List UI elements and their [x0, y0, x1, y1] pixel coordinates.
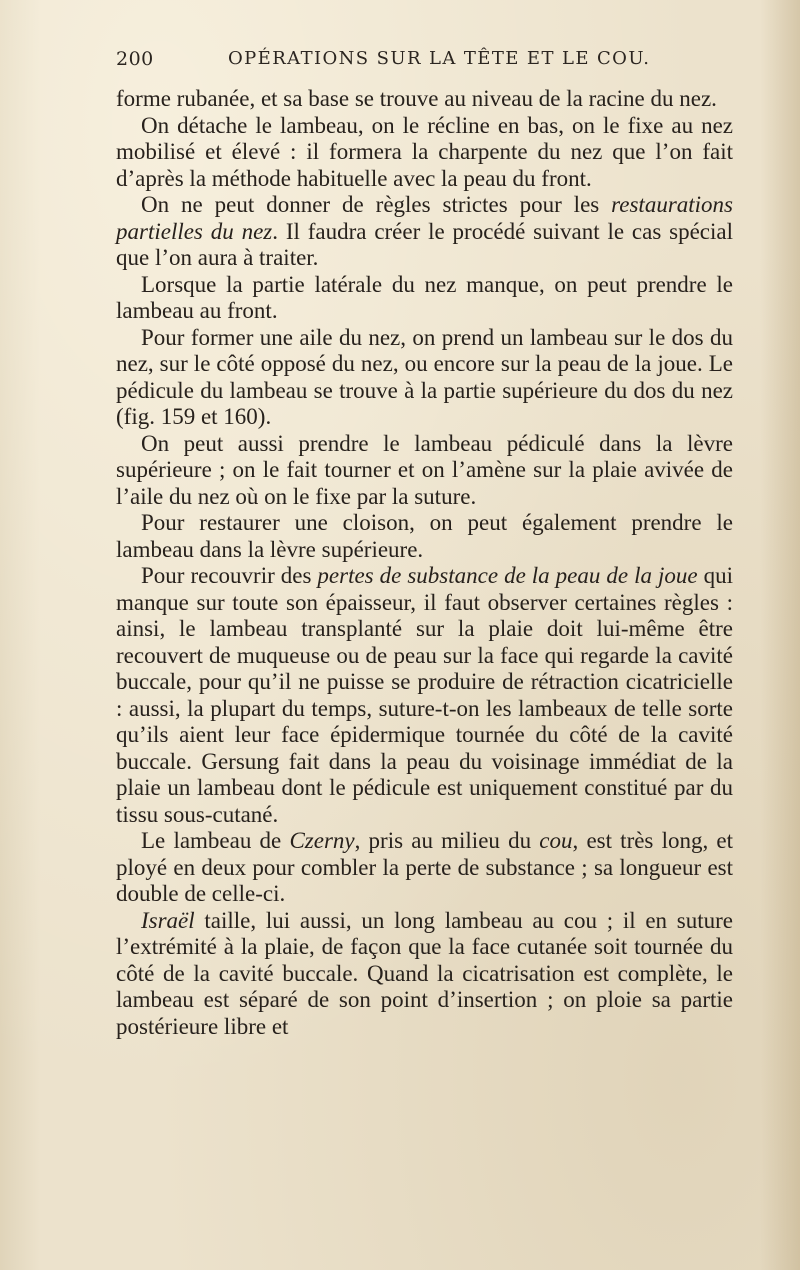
text-run: On ne peut donner de règles strictes pour les [141, 192, 612, 217]
italic-text: pertes de substance de la peau de la joue [317, 563, 698, 588]
text-run: On détache le lambeau, on le récline en bas, on le fixe au nez mobilisé et élevé : il formera la charpente du nez que l’on fait d’après la méthode habituelle avec la peau du front. [116, 112, 733, 191]
paragraph [116, 828, 733, 908]
text-run: . Il faudra créer le procédé suivant le cas spécial que l’on aura à traiter. [116, 218, 733, 270]
italic-text: Israël [141, 907, 195, 933]
text-run: Pour recouvrir des [141, 563, 318, 588]
paragraph [116, 563, 733, 828]
body-text [116, 86, 733, 1040]
paragraph [116, 431, 733, 511]
italic-text: restaurations partielles du nez [116, 192, 733, 244]
text-run: On peut aussi prendre le lambeau pédiculé dans la lèvre supérieure ; on le fait tourner et on l’amène sur la plaie avivée de l’aile du nez où on le fixe par la suture. [116, 430, 733, 509]
page-number: 200 [116, 48, 154, 70]
text-run: Pour former une aile du nez, on prend un lambeau sur le dos du nez, sur le côté opposé du nez, ou encore sur la peau de la joue. Le pédicule du lambeau se trouve à la partie supérieure du dos du nez (fig. 159 et 160). [116, 324, 733, 429]
text-run: Le lambeau de [141, 828, 290, 853]
text-run: Pour restaurer une cloison, on peut également prendre le lambeau dans la lèvre supérieure. [116, 510, 733, 562]
page-header [116, 48, 733, 76]
running-title: OPÉRATIONS SUR LA TÊTE ET LE COU. [228, 48, 651, 69]
paragraph [116, 113, 733, 193]
paragraph [116, 192, 733, 272]
text-run: qui manque sur toute son épaisseur, il faut observer certaines règles : ainsi, le lambeau transplanté sur la plaie doit lui-même être recouvert de muqueuse ou de peau sur la face qui regarde la cavité buccale, pour qu’il ne puisse se produire de rétraction cicatricielle : aussi, la plupart du temps, suture-t-on les lambeaux de telle sorte qu’ils aient leur face épidermique tournée du côté de la cavité buccale. Gersung fait dans la peau du voisinage immédiat de la plaie un lambeau dont le pédicule est uniquement constitué par du tissu sous-cutané. [116, 563, 733, 827]
text-run: taille, lui aussi, un long lambeau au cou ; il en suture l’extrémité à la plaie, de façon que la face cutanée soit tournée du côté de la cavité buccale. Quand la cicatrisation est complète, le lambeau est séparé de son point d’insertion ; on ploie sa partie postérieure libre et [116, 907, 733, 1039]
paragraph [116, 908, 733, 1041]
paragraph [116, 325, 733, 431]
paragraph [116, 272, 733, 325]
italic-text: Czerny [289, 828, 355, 853]
text-run: Lorsque la partie latérale du nez manque, on peut prendre le lambeau au front. [116, 271, 733, 323]
italic-text: cou [539, 828, 573, 853]
paragraph [116, 510, 733, 563]
text-run: , est très long, et ployé en deux pour combler la perte de substance ; sa longueur est double de celle-ci. [116, 828, 733, 906]
text-run: , pris au milieu du [354, 828, 540, 853]
paragraph [116, 86, 733, 113]
text-run: forme rubanée, et sa base se trouve au niveau de la racine du nez. [116, 86, 717, 111]
